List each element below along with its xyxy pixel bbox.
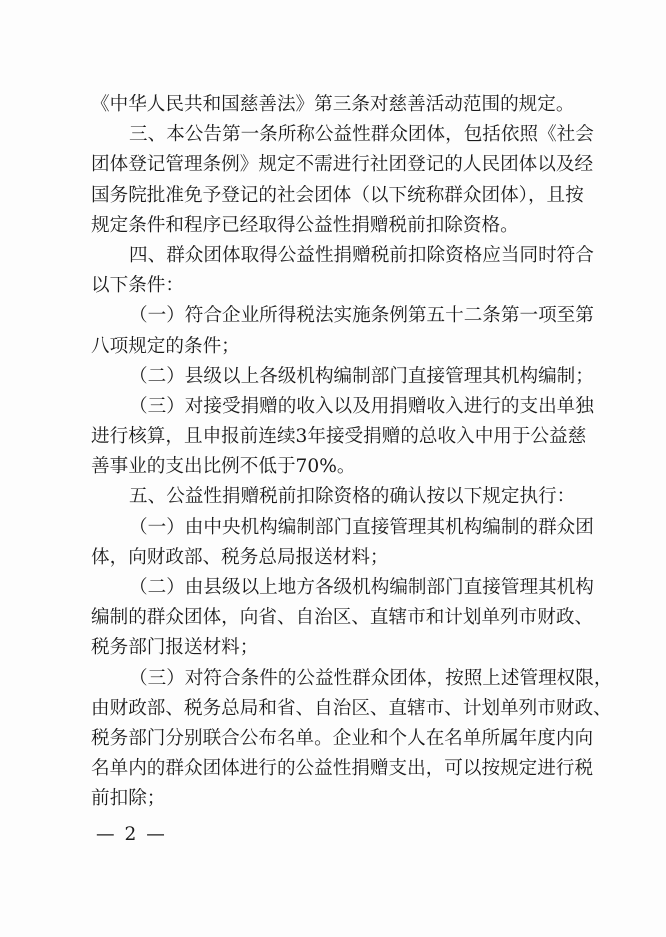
text-line: 体，向财政部、税务总局报送材料； bbox=[91, 546, 389, 568]
text-line: 《中华人民共和国慈善法》第三条对慈善活动范围的规定。 bbox=[91, 94, 575, 115]
text-line: （三）对符合条件的公益性群众团体，按照上述管理权限， bbox=[129, 667, 613, 689]
text-line: 八项规定的条件； bbox=[91, 335, 240, 357]
text-line: （一）符合企业所得税法实施条例第五十二条第一项至第 bbox=[129, 305, 594, 327]
text-line: 税务部门分别联合公布名单。企业和个人在名单所属年度内向 bbox=[91, 727, 594, 749]
text-line: （三）对接受捐赠的收入以及用捐赠收入进行的支出单独 bbox=[129, 395, 594, 417]
text-line: （二）由县级以上地方各级机构编制部门直接管理其机构 bbox=[129, 577, 594, 598]
text-line: 前扣除； bbox=[91, 788, 166, 810]
text-line: 团体登记管理条例》规定不需进行社团登记的人民团体以及经 bbox=[91, 154, 594, 176]
text-line: 名单内的群众团体进行的公益性捐赠支出，可以按规定进行税 bbox=[91, 758, 594, 780]
text-line: 编制的群众团体，向省、自治区、直辖市和计划单列市财政、 bbox=[91, 607, 594, 629]
text-line: 以下条件： bbox=[91, 275, 184, 297]
text-line: 三、本公告第一条所称公益性群众团体，包括依照《社会 bbox=[129, 124, 594, 146]
text-line: 四、群众团体取得公益性捐赠税前扣除资格应当同时符合 bbox=[129, 244, 594, 266]
text-line: 规定条件和程序已经取得公益性捐赠税前扣除资格。 bbox=[91, 214, 519, 236]
text-line: 善事业的支出比例不低于70%。 bbox=[91, 456, 356, 478]
text-line: 税务部门报送材料； bbox=[91, 637, 259, 659]
text-line: （一）由中央机构编制部门直接管理其机构编制的群众团 bbox=[129, 516, 594, 538]
text-line: （二）县级以上各级机构编制部门直接管理其机构编制； bbox=[129, 365, 594, 387]
text-line: 国务院批准免予登记的社会团体（以下统称群众团体），且按 bbox=[91, 184, 584, 206]
text-line: 由财政部、税务总局和省、自治区、直辖市、计划单列市财政、 bbox=[91, 697, 612, 719]
page-number: — 2 — bbox=[96, 824, 167, 845]
text-line: 进行核算，且申报前连续3年接受捐赠的总收入中用于公益慈 bbox=[91, 426, 587, 448]
document-body bbox=[91, 90, 613, 815]
text-line: 五、公益性捐赠税前扣除资格的确认按以下规定执行： bbox=[129, 486, 576, 508]
